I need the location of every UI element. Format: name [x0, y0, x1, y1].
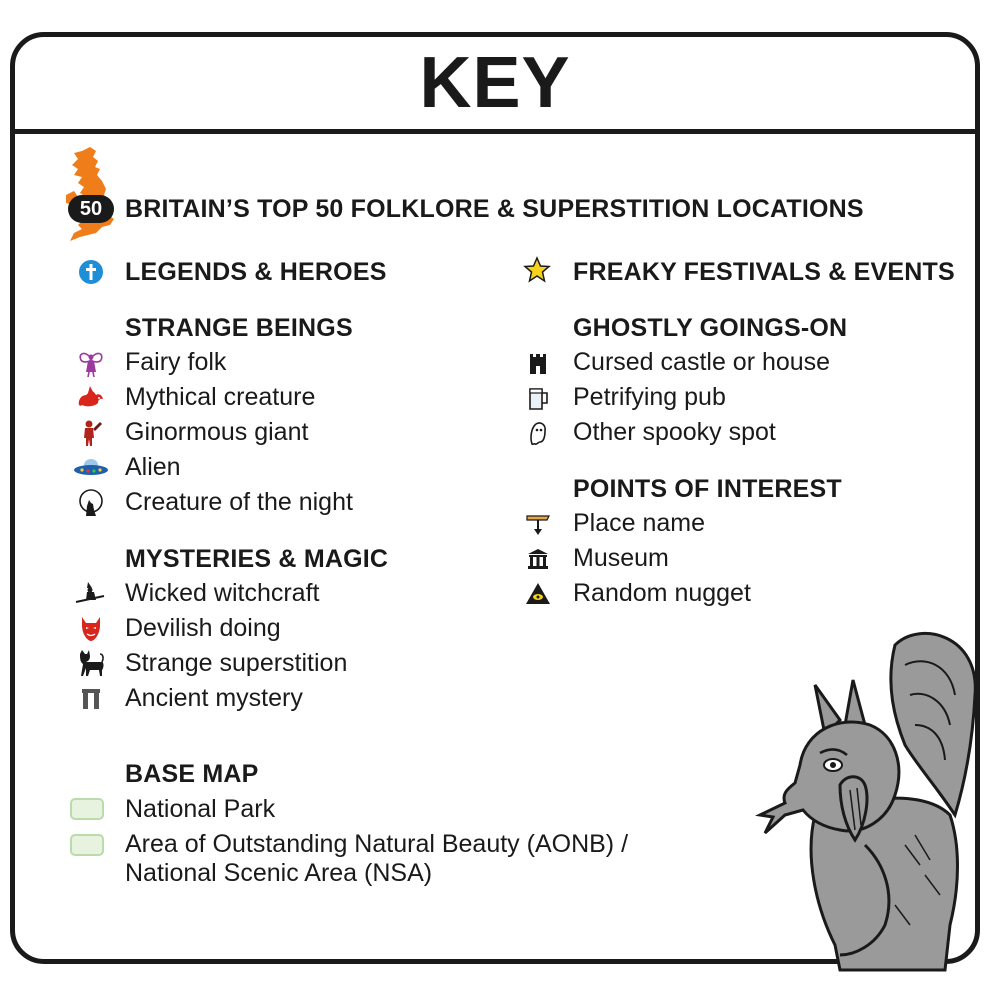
- eye-triangle-icon: [523, 579, 553, 609]
- ghostly-item: Petrifying pub: [573, 383, 726, 411]
- base-map-item: National Park: [125, 795, 276, 823]
- freaky-festivals-label: FREAKY FESTIVALS & EVENTS: [573, 258, 955, 286]
- strange-beings-heading: STRANGE BEINGS: [125, 314, 353, 342]
- black-cat-icon: [76, 648, 106, 678]
- ufo-icon: [73, 453, 109, 483]
- ghostly-item: Cursed castle or house: [573, 348, 831, 376]
- ghostly-heading: GHOSTLY GOINGS-ON: [573, 314, 848, 342]
- strange-beings-item: Alien: [125, 453, 181, 481]
- top50-label: BRITAIN’S TOP 50 FOLKLORE & SUPERSTITION LOCATIONS: [125, 195, 864, 223]
- fairy-icon: [76, 348, 106, 378]
- gargoyle-illustration: [745, 625, 985, 985]
- castle-icon: [523, 348, 553, 378]
- poi-item: Random nugget: [573, 579, 751, 607]
- museum-icon: [523, 544, 553, 574]
- legends-heroes-label: LEGENDS & HEROES: [125, 258, 387, 286]
- base-map-item: Area of Outstanding Natural Beauty (AONB) /: [125, 830, 629, 858]
- mysteries-magic-item: Ancient mystery: [125, 684, 303, 712]
- mysteries-magic-item: Devilish doing: [125, 614, 281, 642]
- witch-icon: [74, 578, 108, 608]
- ghost-icon: [523, 418, 553, 448]
- top50-badge: 50: [68, 195, 114, 223]
- mysteries-magic-heading: MYSTERIES & MAGIC: [125, 545, 389, 573]
- aonb-swatch: [70, 834, 104, 856]
- poi-item: Museum: [573, 544, 669, 572]
- strange-beings-item: Mythical creature: [125, 383, 316, 411]
- cross-icon: [76, 257, 106, 287]
- dragon-icon: [76, 383, 106, 413]
- national-park-swatch: [70, 798, 104, 820]
- standing-stone-icon: [76, 683, 106, 713]
- star-icon: [522, 255, 552, 285]
- strange-beings-item: Creature of the night: [125, 488, 353, 516]
- mysteries-magic-item: Wicked witchcraft: [125, 579, 320, 607]
- title-bar: [15, 37, 975, 134]
- base-map-item: National Scenic Area (NSA): [125, 859, 433, 887]
- giant-icon: [76, 418, 106, 448]
- poi-item: Place name: [573, 509, 706, 537]
- signpost-icon: [523, 509, 553, 539]
- tankard-icon: [523, 383, 553, 413]
- key-title: KEY: [419, 43, 571, 123]
- poi-heading: POINTS OF INTEREST: [573, 475, 842, 503]
- devil-icon: [76, 613, 106, 643]
- wolf-moon-icon: [76, 488, 106, 518]
- base-map-heading: BASE MAP: [125, 760, 259, 788]
- mysteries-magic-item: Strange superstition: [125, 649, 348, 677]
- ghostly-item: Other spooky spot: [573, 418, 776, 446]
- strange-beings-item: Ginormous giant: [125, 418, 309, 446]
- strange-beings-item: Fairy folk: [125, 348, 227, 376]
